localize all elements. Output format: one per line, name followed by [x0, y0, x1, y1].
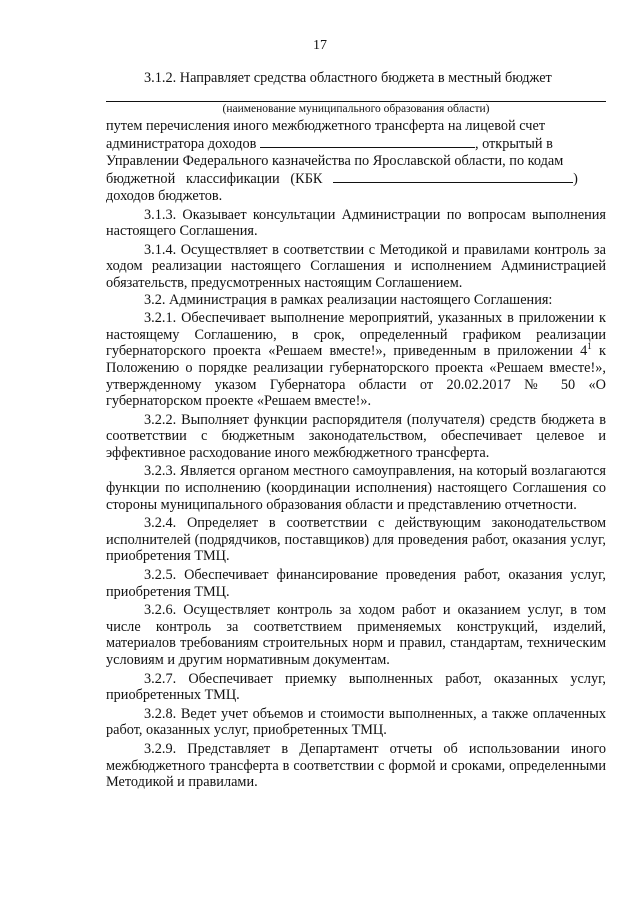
municipality-blank-line [106, 87, 606, 102]
paragraph-3-2-1 [106, 310, 606, 410]
kbk-close: ) [573, 171, 578, 188]
account-opened-label: , открытый в [474, 136, 553, 153]
admin-revenue-label: администратора доходов [106, 136, 260, 153]
page-number: 17 [313, 38, 327, 53]
paragraph-3-1-2-line5 [106, 169, 606, 188]
paragraph-3-2-9: 3.2.9. Представляет в Департамент отчеты об использовании иного межбюджетного трансферта в соответствии с формой и сроками, определенными Методикой и правилами. [106, 740, 606, 791]
paragraph-3-2-6: 3.2.6. Осуществляет контроль за ходом работ и оказанием услуг, в том числе контроль за соответствием применяемых конструкций, изделий, материалов требованиям строительных норм и правил, стандартам, техническим условиям и другим нормативным документам. [106, 602, 606, 668]
paragraph-3-2-5: 3.2.5. Обеспечивает финансирование проведения работ, оказания услуг, приобретения ТМЦ. [106, 567, 606, 600]
account-blank-line [260, 134, 475, 148]
paragraph-3-2-8: 3.2.8. Ведет учет объемов и стоимости выполненных, а также оплаченных работ, оказанных услуг, приобретенных ТМЦ. [106, 705, 606, 739]
paragraph-3-1-2-line2: путем перечисления иного межбюджетного трансферта на лицевой счет [106, 117, 546, 134]
kbk-blank-line [333, 169, 573, 183]
p321-superscript: 1 [587, 341, 592, 352]
paragraph-3-1-3: 3.1.3. Оказывает консультации Администрации по вопросам выполнения настоящего Соглашения. [106, 206, 606, 240]
document-body [106, 70, 606, 791]
paragraph-3-2-2: 3.2.2. Выполняет функции распорядителя (получателя) средств бюджета в соответствии с бюджетным законодательством, обеспечивает целевое и эффективное расходование иного межбюджетного трансферта. [106, 411, 606, 461]
paragraph-3-1-2-line4: Управлении Федерального казначейства по Ярославской области, по кодам [106, 152, 564, 169]
paragraph-3-1-2-line6: доходов бюджетов. [106, 187, 223, 204]
paragraph-3-2: 3.2. Администрация в рамках реализации настоящего Соглашения: [144, 291, 553, 308]
paragraph-3-2-3: 3.2.3. Является органом местного самоуправления, на который возлагаются функции по исполнению (координации исполнения) настоящего Соглашения со стороны муниципального образования области и представлению отчетности. [106, 463, 606, 513]
paragraph-3-2-4: 3.2.4. Определяет в соответствии с действующим законодательством исполнителей (подрядчиков, поставщиков) для проведения работ, оказания услуг, приобретения ТМЦ. [106, 515, 606, 565]
kbk-label: бюджетной классификации (КБК [106, 171, 334, 188]
p321-after: к Положению о порядке реализации губернаторского проекта «Решаем вместе!», утвержденному указом Губернатора области от 20.02.2017 № 50 «О губернаторском проекте «Решаем вместе!». [106, 343, 606, 410]
p321-before: 3.2.1. Обеспечивает выполнение мероприятий, указанных в приложении к настоящему Соглашению, в срок, определенный графиком реализации губернаторского проекта «Решаем вместе!», приведенным в приложении 4 [106, 310, 606, 360]
paragraph-3-1-2-line1: 3.1.2. Направляет средства областного бюджета в местный бюджет [144, 70, 552, 86]
paragraph-3-1-2-line3 [106, 134, 606, 153]
paragraph-3-2-7: 3.2.7. Обеспечивает приемку выполненных работ, оказанных услуг, приобретенных ТМЦ. [106, 670, 606, 704]
municipality-caption: (наименование муниципального образования области) [222, 102, 490, 115]
paragraph-3-1-4: 3.1.4. Осуществляет в соответствии с Методикой и правилами контроль за ходом реализации настоящего Соглашения и исполнением Администрацией обязательств, предусмотренных настоящим Соглашением. [106, 241, 606, 291]
